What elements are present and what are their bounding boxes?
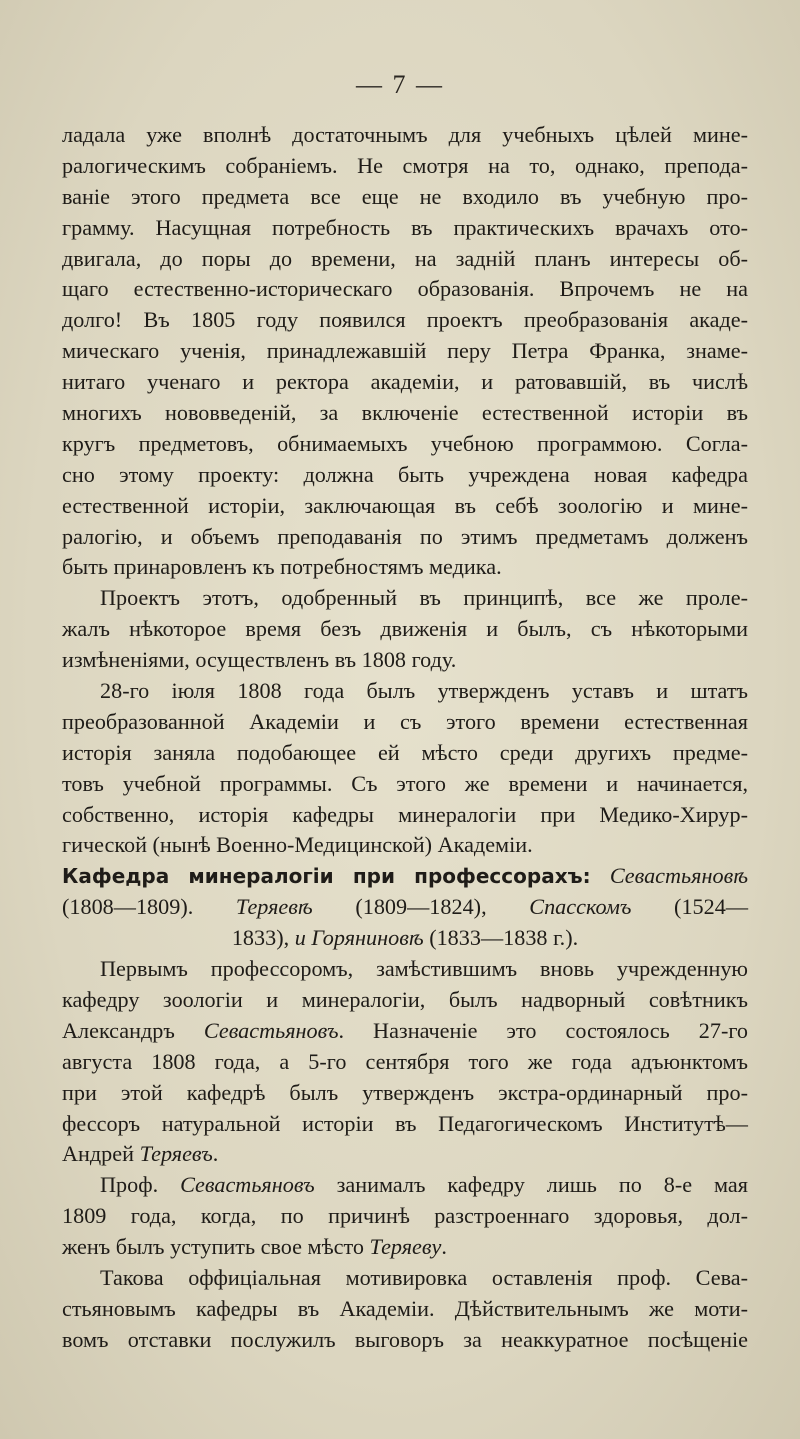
- person-name: и Горяниновѣ: [294, 925, 424, 951]
- text-line: Андрей Теряевъ.: [62, 1141, 219, 1167]
- text-line: щаго естественно-историческаго образованія. Впрочемъ не на: [62, 276, 748, 302]
- text-line: августа 1808 года, а 5-го сентября того же года адъюнктомъ: [62, 1048, 748, 1074]
- text-line: долго! Въ 1805 году появился проектъ преобразованія акаде-: [62, 307, 748, 333]
- text-line: ваніе этого предмета все еще не входило въ учебную про-: [62, 183, 748, 209]
- text-line: товъ учебной программы. Съ этого же времени и начинается,: [62, 770, 748, 796]
- person-name: Севастьяновъ: [180, 1172, 315, 1198]
- text-line: 28-го іюля 1808 года былъ утвержденъ уставъ и штатъ: [100, 678, 748, 704]
- text-line: ладала уже вполнѣ достаточнымъ для учебныхъ цѣлей мине-: [62, 122, 748, 147]
- text-line: стьяновымъ кафедры въ Академіи. Дѣйствительнымъ же моти-: [62, 1295, 748, 1321]
- text-line: измѣненіями, осуществленъ въ 1808 году.: [62, 647, 457, 673]
- text-line: женъ былъ уступить свое мѣсто Теряеву.: [62, 1234, 447, 1260]
- person-name: Севастьяновъ: [203, 1017, 339, 1043]
- text-line: исторія заняла подобающее ей мѣсто среди другихъ предме-: [62, 739, 748, 765]
- page-number: — 7 —: [356, 70, 444, 99]
- text-line: Такова оффиціальная мотивировка оставленія проф. Сева-: [100, 1264, 748, 1290]
- person-name: Теряевъ: [139, 1141, 213, 1167]
- text-line: Проектъ этотъ, одобренный въ принципѣ, все же проле-: [100, 585, 748, 611]
- section-heading-line: (1808—1809). Теряевѣ (1809—1824), Спасскомъ (1524—: [62, 894, 749, 920]
- section-heading-line: [62, 861, 748, 892]
- text-line: нитаго ученаго и ректора академіи, и ратовавшій, въ числѣ: [62, 369, 748, 395]
- text-line: многихъ нововведеній, за включеніе естественной исторіи въ: [62, 400, 748, 426]
- person-name: Спасскомъ: [529, 894, 632, 920]
- text-line: гической (нынѣ Военно-Медицинской) Академіи.: [62, 832, 533, 858]
- text-line: фессоръ натуральной исторіи въ Педагогическомъ Институтѣ—: [62, 1110, 748, 1136]
- text-line: естественной исторіи, заключающая въ себѣ зоологію и мине-: [62, 492, 748, 518]
- person-name: Теряевѣ: [235, 894, 313, 920]
- text-line: быть принаровленъ къ потребностямъ медика.: [62, 554, 502, 580]
- text-line: при этой кафедрѣ былъ утвержденъ экстра-ординарный про-: [62, 1079, 748, 1105]
- body-text: [62, 120, 748, 1356]
- text-line: ралогію, и объемъ преподаванія по этимъ предметамъ долженъ: [62, 523, 748, 549]
- text-line: Александръ Севастьяновъ. Назначеніе это состоялось 27-го: [62, 1017, 749, 1043]
- text-line: кругъ предметовъ, обнимаемыхъ учебною программою. Согла-: [62, 430, 748, 456]
- text-line: Проф. Севастьяновъ занималъ кафедру лишь по 8-е мая: [100, 1172, 748, 1198]
- text-line: Первымъ профессоромъ, замѣстившимъ вновь учрежденную: [100, 956, 748, 982]
- text-line: двигала, до поры до времени, на задній планъ интересы об-: [62, 245, 748, 271]
- text-line: ралогическимъ собраніемъ. Не смотря на то, однако, препода-: [62, 152, 748, 178]
- text-line: грамму. Насущная потребность въ практическихъ врачахъ ото-: [62, 214, 748, 240]
- person-name: Севастьяновѣ: [609, 863, 748, 889]
- text-line: кафедру зоологіи и минералогіи, былъ надворный совѣтникъ: [62, 986, 748, 1012]
- text-line: жалъ нѣкоторое время безъ движенія и былъ, съ нѣкоторыми: [62, 616, 748, 642]
- text-line: вомъ отставки послужилъ выговоръ за неаккуратное посѣщеніе: [62, 1326, 748, 1352]
- text-line: 1809 года, когда, по причинѣ разстроеннаго здоровья, дол-: [62, 1203, 748, 1229]
- person-name: Теряеву: [369, 1234, 442, 1260]
- text-line: преобразованной Академіи и съ этого времени естественная: [62, 708, 748, 734]
- text-line: сно этому проекту: должна быть учреждена новая кафедра: [62, 461, 748, 487]
- text-line: собственно, исторія кафедры минералогіи при Медико-Хирур-: [62, 801, 748, 827]
- section-heading-line: 1833), и Горяниновѣ (1833—1838 г.).: [231, 925, 579, 951]
- text-line: мическаго ученія, принадлежавшій перу Петра Франка, знаме-: [62, 338, 748, 364]
- section-heading: Кафедра минералогіи при профессорахъ:: [62, 864, 610, 889]
